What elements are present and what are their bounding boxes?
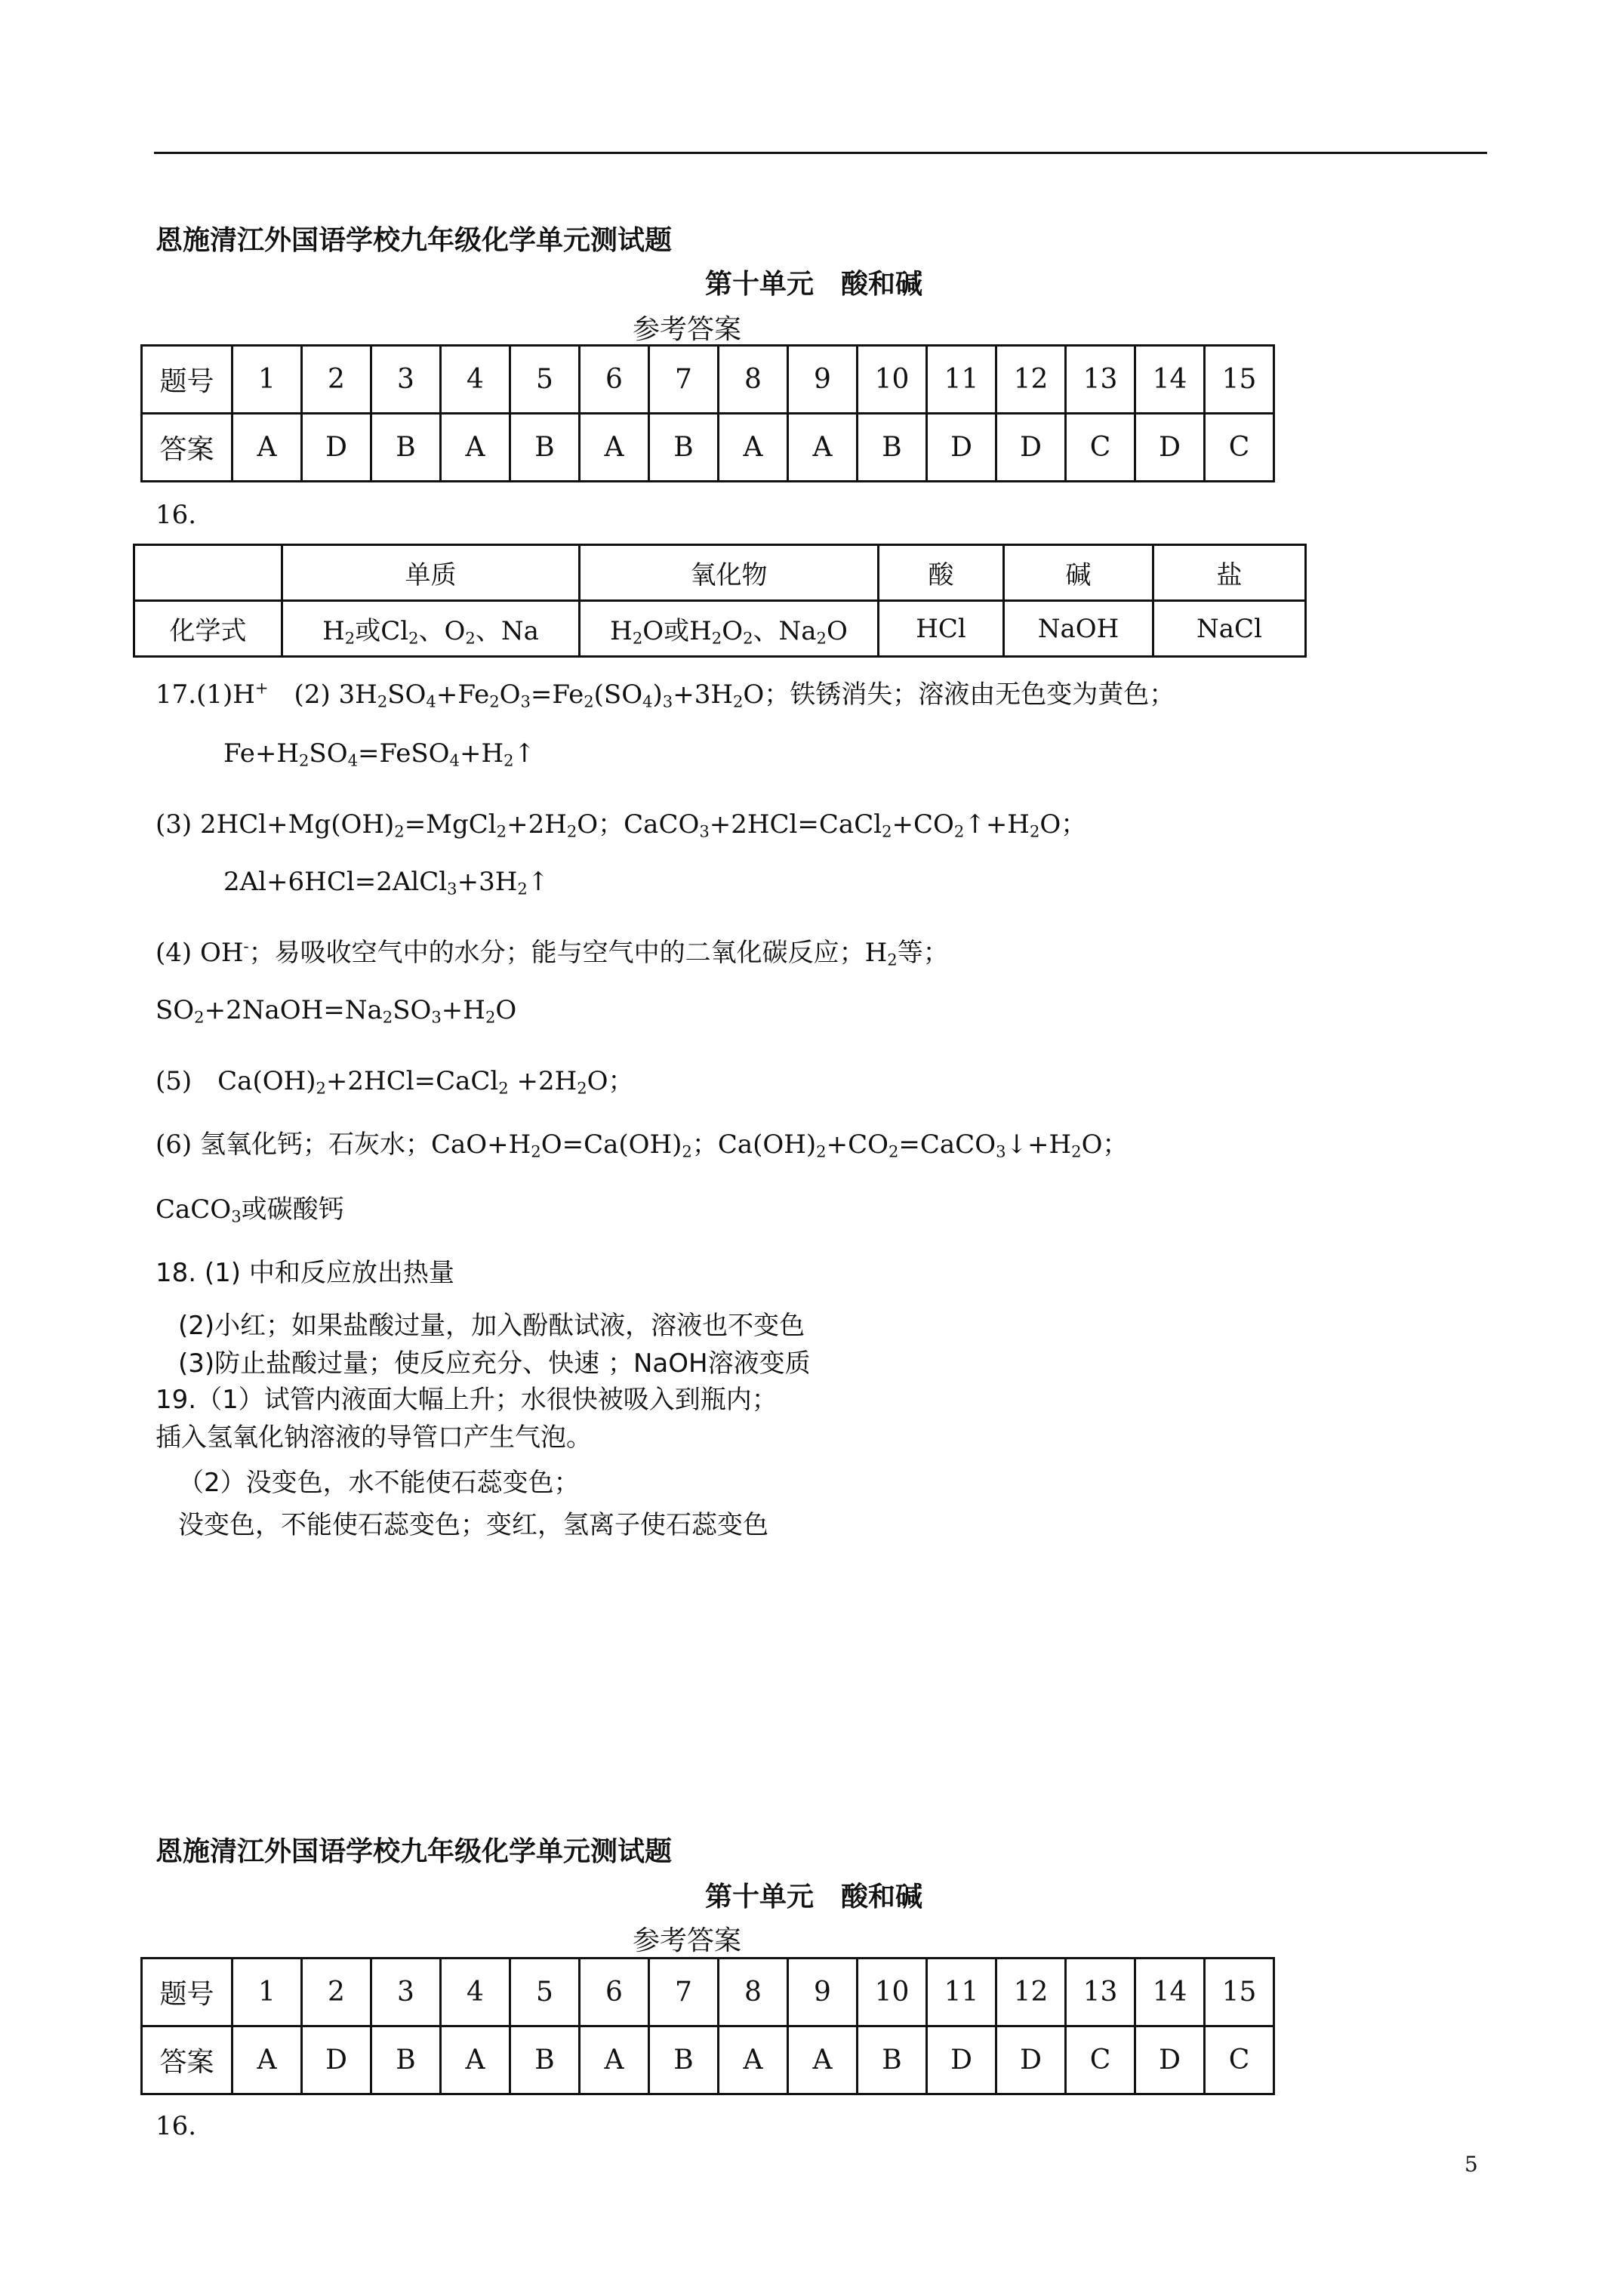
unit-title: 第十单元 酸和碱 — [705, 269, 923, 300]
answer-row — [142, 2026, 1274, 2094]
answer-cell: A — [580, 414, 649, 482]
question-number: 8 — [719, 1959, 788, 2026]
question-number: 10 — [858, 1959, 927, 2026]
row-label: 题号 — [142, 346, 233, 414]
acid-cell: HCl — [879, 601, 1004, 657]
q17-line-2: $Fe+H_2SO_4=FeSO_4+H_2↑$ — [223, 738, 536, 770]
header-elements: 单质 — [282, 545, 580, 601]
answer-cell: A — [233, 414, 302, 482]
answer-cell: B — [858, 2026, 927, 2094]
header-base: 碱 — [1004, 545, 1153, 601]
question-number: 6 — [580, 346, 649, 414]
q16-label-repeat: 16. — [156, 2111, 197, 2141]
answer-cell: D — [302, 2026, 371, 2094]
question-number: 9 — [788, 346, 858, 414]
question-number: 13 — [1066, 346, 1135, 414]
header-oxides: 氧化物 — [580, 545, 879, 601]
question-number: 11 — [927, 1959, 996, 2026]
elements-formula: $H_2$或$Cl_2$、$O_2$、Na — [322, 615, 539, 648]
page-number: 5 — [1464, 2152, 1478, 2177]
answer-cell: C — [1066, 414, 1135, 482]
q17-line-4: $2Al+6HCl=2AlCl_3+3H_2↑$ — [223, 867, 550, 898]
answer-cell: A — [441, 2026, 510, 2094]
q19-line-4: 没变色，不能使石蕊变色；变红，氢离子使石蕊变色 — [178, 1510, 768, 1540]
number-row — [142, 1959, 1274, 2026]
answer-cell: A — [719, 414, 788, 482]
reference-label: 参考答案 — [633, 314, 742, 345]
q19-line-3: （2）没变色，水不能使石蕊变色； — [178, 1468, 580, 1498]
question-number: 1 — [233, 346, 302, 414]
q18-line-3: (3)防止盐酸过量；使反应充分、快速 ；NaOH溶液变质 — [178, 1348, 811, 1379]
question-number: 15 — [1205, 346, 1274, 414]
answer-cell: A — [441, 414, 510, 482]
reference-label-repeat: 参考答案 — [633, 1925, 742, 1956]
answer-cell: B — [371, 414, 441, 482]
question-number: 9 — [788, 1959, 858, 2026]
q19-line-2: 插入氢氧化钠溶液的导管口产生气泡。 — [156, 1422, 592, 1453]
q17-line-5: (4) OH-；易吸收空气中的水分；能与空气中的二氧化碳反应；$H_2$等； — [156, 936, 949, 969]
answer-cell: D — [1135, 414, 1205, 482]
question-number: 15 — [1205, 1959, 1274, 2026]
question-number: 14 — [1135, 346, 1205, 414]
empty-corner-cell — [134, 545, 282, 601]
question-number: 5 — [510, 1959, 580, 2026]
question-number: 8 — [719, 346, 788, 414]
question-number: 6 — [580, 1959, 649, 2026]
unit-title-repeat: 第十单元 酸和碱 — [705, 1881, 923, 1912]
q17-line-1: 17.(1)H+ (2) $3H_2SO_4+Fe_2O_3=Fe_2(SO_4)_3+3H_2O$；铁锈消失；溶液由无色变为黄色； — [156, 678, 1175, 711]
answer-cell: C — [1066, 2026, 1135, 2094]
oxides-cell — [580, 601, 879, 657]
classification-table — [133, 544, 1307, 658]
oxides-formula: $H_2O$或$H_2O_2$、$Na_2O$ — [610, 615, 848, 648]
question-number: 11 — [927, 346, 996, 414]
question-number: 7 — [649, 1959, 719, 2026]
header-salt: 盐 — [1153, 545, 1306, 601]
header-acid: 酸 — [879, 545, 1004, 601]
answer-cell: D — [996, 2026, 1066, 2094]
answer-cell: C — [1205, 2026, 1274, 2094]
question-number: 12 — [996, 346, 1066, 414]
answer-cell: D — [927, 414, 996, 482]
question-number: 12 — [996, 1959, 1066, 2026]
question-number: 4 — [441, 346, 510, 414]
question-number: 10 — [858, 346, 927, 414]
q17-line-3: (3) $2HCl+Mg(OH)_2=MgCl_2+2H_2O$；$CaCO_3+2HCl=CaCl_2+CO_2↑+H_2O$； — [156, 809, 1087, 841]
answer-row — [142, 414, 1274, 482]
question-number: 3 — [371, 346, 441, 414]
question-number: 13 — [1066, 1959, 1135, 2026]
q18-line-1: 18. (1) 中和反应放出热量 — [156, 1258, 454, 1288]
answer-cell: A — [788, 2026, 858, 2094]
answer-cell: B — [858, 414, 927, 482]
q18-line-2: (2)小红；如果盐酸过量，加入酚酞试液，溶液也不变色 — [178, 1311, 805, 1341]
question-number: 3 — [371, 1959, 441, 2026]
school-title: 恩施清江外国语学校九年级化学单元测试题 — [156, 225, 673, 256]
number-row — [142, 346, 1274, 414]
base-cell: NaOH — [1004, 601, 1153, 657]
answer-cell: D — [996, 414, 1066, 482]
answer-cell: A — [788, 414, 858, 482]
answer-cell: B — [371, 2026, 441, 2094]
question-number: 2 — [302, 346, 371, 414]
answer-table — [140, 344, 1275, 482]
header-rule — [154, 152, 1487, 154]
answer-cell: B — [510, 414, 580, 482]
answer-cell: C — [1205, 414, 1274, 482]
answer-cell: B — [649, 2026, 719, 2094]
formula-row — [134, 601, 1306, 657]
answer-table-repeat — [140, 1957, 1275, 2095]
question-number: 1 — [233, 1959, 302, 2026]
elements-cell — [282, 601, 580, 657]
q17-line-6: $SO_2+2NaOH=Na_2SO_3+H_2O$ — [156, 995, 517, 1027]
answer-cell: B — [510, 2026, 580, 2094]
question-number: 14 — [1135, 1959, 1205, 2026]
salt-cell: NaCl — [1153, 601, 1306, 657]
row-label: 答案 — [142, 2026, 233, 2094]
answer-cell: B — [649, 414, 719, 482]
answer-cell: D — [1135, 2026, 1205, 2094]
q17-line-9: CaCO$_3$或碳酸钙 — [156, 1194, 344, 1226]
row-label: 题号 — [142, 1959, 233, 2026]
q19-line-1: 19.（1）试管内液面大幅上升；水很快被吸入到瓶内； — [156, 1385, 778, 1415]
answer-cell: A — [233, 2026, 302, 2094]
q17-line-7: (5) $Ca(OH)_2+2HCl=CaCl_2 +2H_2O$； — [156, 1066, 634, 1098]
answer-cell: A — [580, 2026, 649, 2094]
question-number: 7 — [649, 346, 719, 414]
row-label: 答案 — [142, 414, 233, 482]
answer-cell: D — [927, 2026, 996, 2094]
q16-label: 16. — [156, 500, 197, 530]
school-title-repeat: 恩施清江外国语学校九年级化学单元测试题 — [156, 1836, 673, 1867]
answer-cell: D — [302, 414, 371, 482]
classification-header-row — [134, 545, 1306, 601]
formula-row-label: 化学式 — [134, 601, 282, 657]
answer-cell: A — [719, 2026, 788, 2094]
q17-line-8: (6) 氢氧化钙；石灰水；$CaO+H_2O=Ca(OH)_2$；$Ca(OH)_2+CO_2=CaCO_3↓+H_2O$； — [156, 1130, 1129, 1161]
question-number: 4 — [441, 1959, 510, 2026]
question-number: 5 — [510, 346, 580, 414]
question-number: 2 — [302, 1959, 371, 2026]
